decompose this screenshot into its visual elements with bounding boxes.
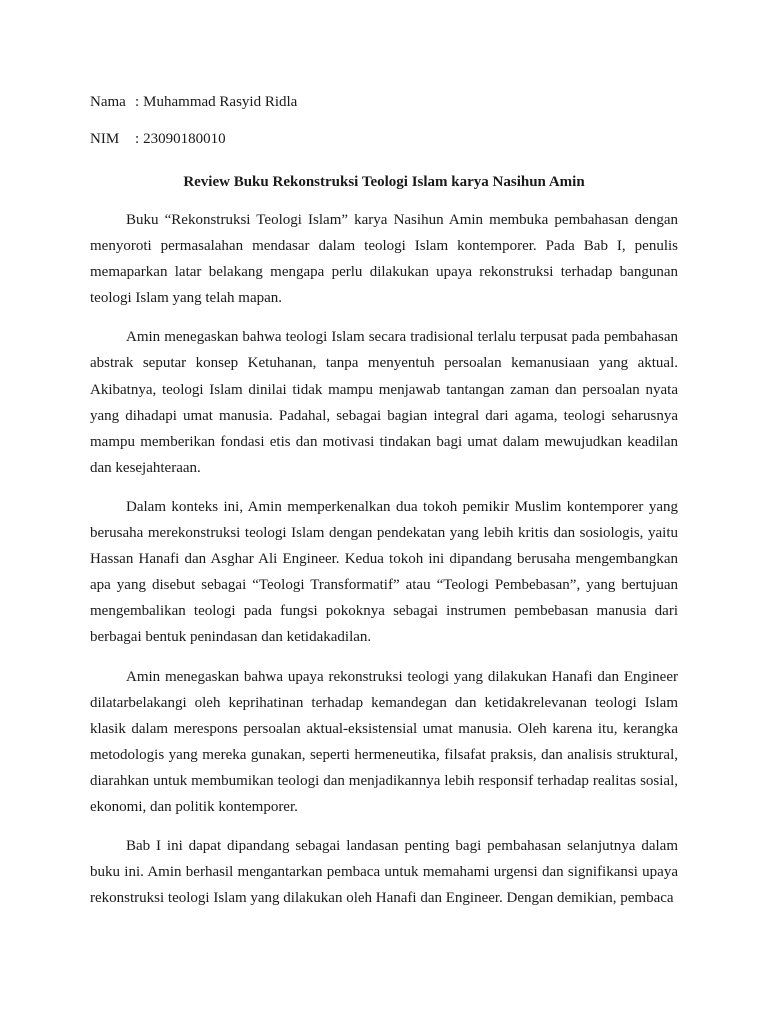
- paragraph-2: Amin menegaskan bahwa teologi Islam secara tradisional terlalu terpusat pada pembahasan abstrak seputar konsep Ketuhanan, tanpa menyentuh persoalan kemanusiaan yang aktual. Akibatnya, teologi Islam dinilai tidak mampu menjawab tantangan zaman dan persoalan nyata yang dihadapi umat manusia. Padahal, sebagai bagian integral dari agama, teologi seharusnya mampu memberikan fondasi etis dan motivasi tindakan bagi umat dalam mewujudkan keadilan dan kesejahteraan.: [90, 329, 678, 476]
- paragraph-5: Bab I ini dapat dipandang sebagai landasan penting bagi pembahasan selanjutnya dalam buku ini. Amin berhasil mengantarkan pembaca untuk memahami urgensi dan signifikansi upaya rekonstruksi teologi Islam yang dilakukan oleh Hanafi dan Engineer. Dengan demikian, pembaca: [90, 838, 678, 907]
- nim-line: [90, 129, 226, 149]
- nim-value: 23090180010: [143, 131, 226, 147]
- name-line: [90, 92, 297, 112]
- nim-label: NIM: [90, 131, 120, 147]
- name-label: Nama: [90, 94, 126, 110]
- document-body: [90, 207, 678, 924]
- paragraph-1: Buku “Rekonstruksi Teologi Islam” karya Nasihun Amin membuka pembahasan dengan menyoroti permasalahan mendasar dalam teologi Islam kontemporer. Pada Bab I, penulis memaparkan latar belakang mengapa perlu dilakukan upaya rekonstruksi terhadap bangunan teologi Islam yang telah mapan.: [90, 212, 678, 307]
- document-title: Review Buku Rekonstruksi Teologi Islam karya Nasihun Amin: [183, 174, 585, 190]
- name-separator: :: [135, 94, 140, 110]
- nim-separator: :: [135, 131, 140, 147]
- name-value: Muhammad Rasyid Ridla: [143, 94, 298, 110]
- paragraph-4: Amin menegaskan bahwa upaya rekonstruksi teologi yang dilakukan Hanafi dan Engineer dilatarbelakangi oleh keprihatinan terhadap kemandegan dan ketidakrelevanan teologi Islam klasik dalam merespons persoalan aktual-eksistensial umat manusia. Oleh karena itu, kerangka metodologis yang mereka gunakan, seperti hermeneutika, filsafat praksis, dan analisis struktural, diarahkan untuk membumikan teologi dan menjadikannya lebih responsif terhadap realitas sosial, ekonomi, dan politik kontemporer.: [90, 668, 678, 815]
- paragraph-3: Dalam konteks ini, Amin memperkenalkan dua tokoh pemikir Muslim kontemporer yang berusaha merekonstruksi teologi Islam dengan pendekatan yang lebih kritis dan sosiologis, yaitu Hassan Hanafi dan Asghar Ali Engineer. Kedua tokoh ini dipandang berusaha mengembangkan apa yang disebut sebagai “Teologi Transformatif” atau “Teologi Pembebasan”, yang bertujuan mengembalikan teologi pada fungsi pokoknya sebagai instrumen pembebasan manusia dari berbagai bentuk penindasan dan ketidakadilan.: [90, 498, 678, 646]
